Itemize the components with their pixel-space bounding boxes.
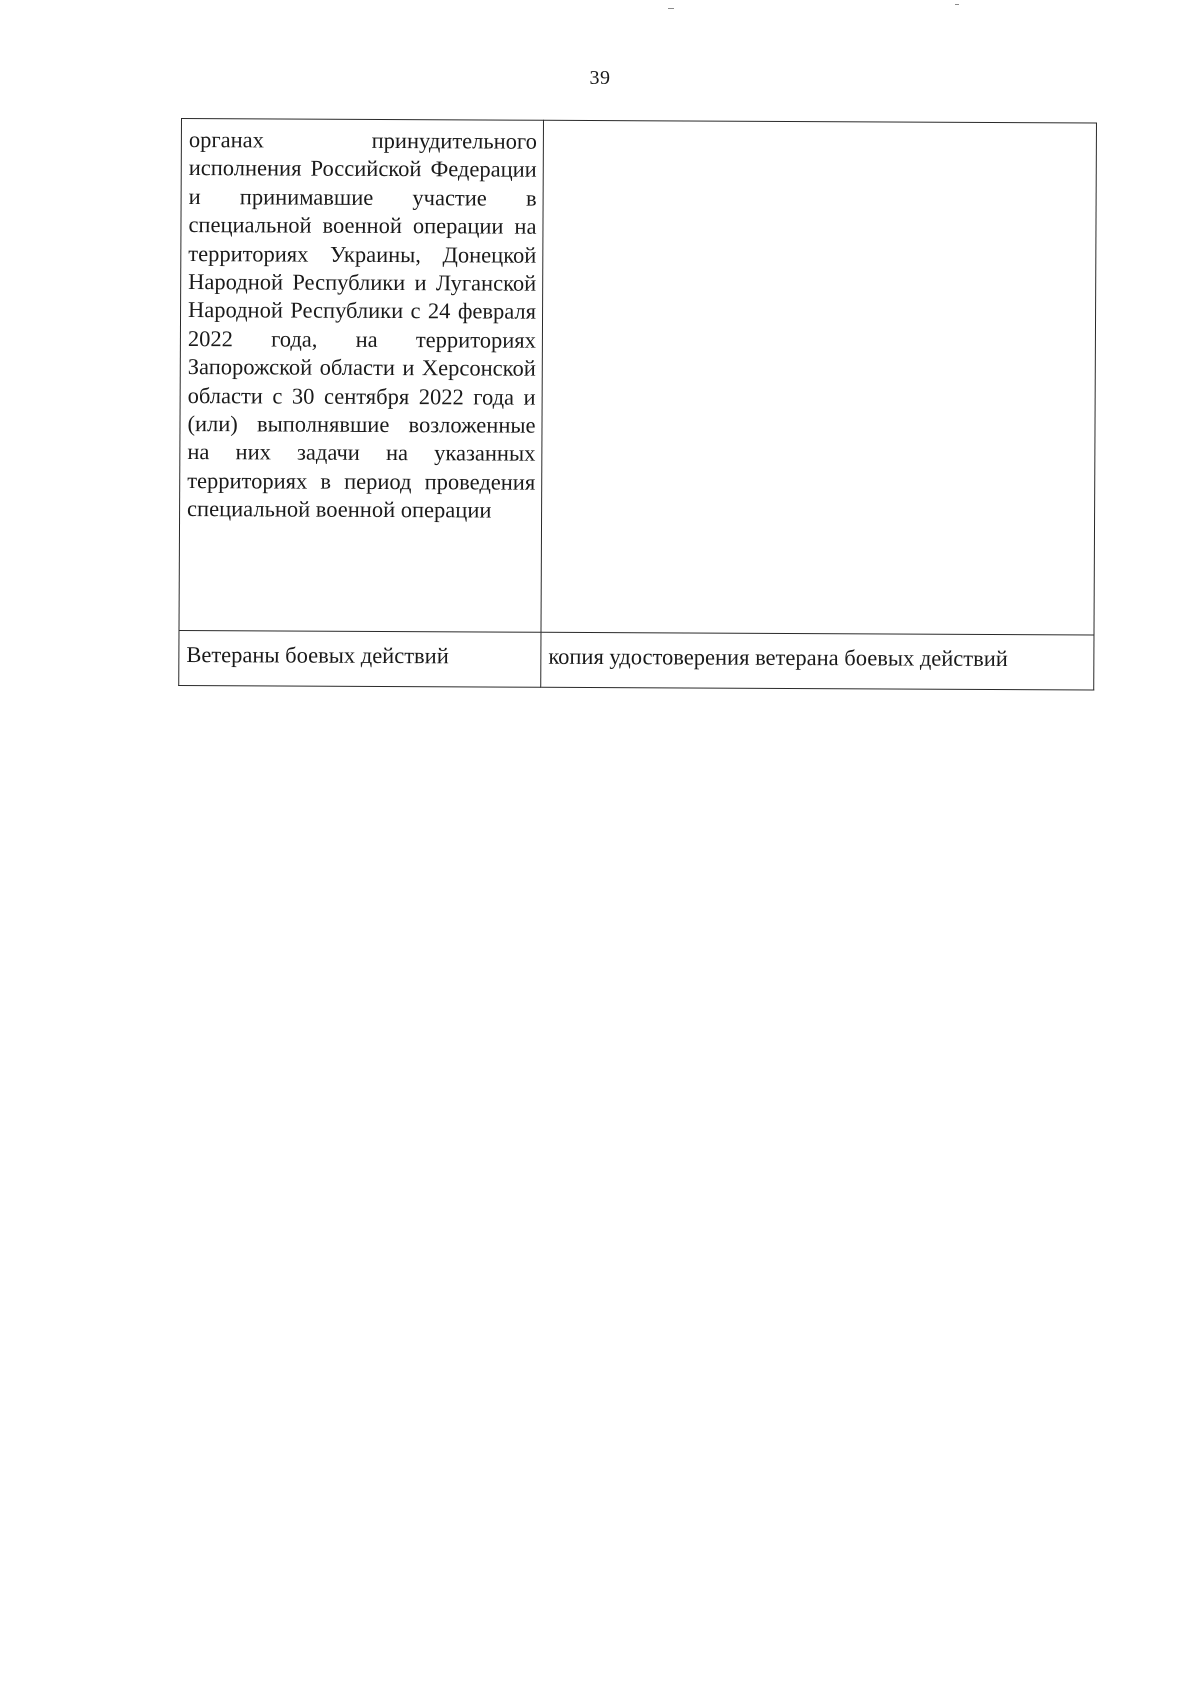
category-cell: органах принудительного исполнения Российской Федерации и принимавшие участие в специальной военной операции на территориях Украины, Донецкой Народной Республики и Луганской Народной Республики с 24 февраля 2022 года, на территориях Запорожской области и Херсонской области с 30 сентября 2022 года и (или) выполнявшие возложенные на них задачи на указанных территориях в период проведения специальной военной операции [179,119,543,633]
documents-cell: копия удостоверения ветерана боевых действий [541,632,1094,690]
documents-cell [541,120,1096,635]
page-number: 39 [589,67,611,89]
eligibility-table [178,118,1097,690]
scan-artifact-top-left [668,8,674,9]
table-row [179,119,1096,635]
table-row [179,630,1094,689]
category-cell: Ветераны боевых действий [179,630,541,687]
scan-artifact-top-right [955,4,959,5]
